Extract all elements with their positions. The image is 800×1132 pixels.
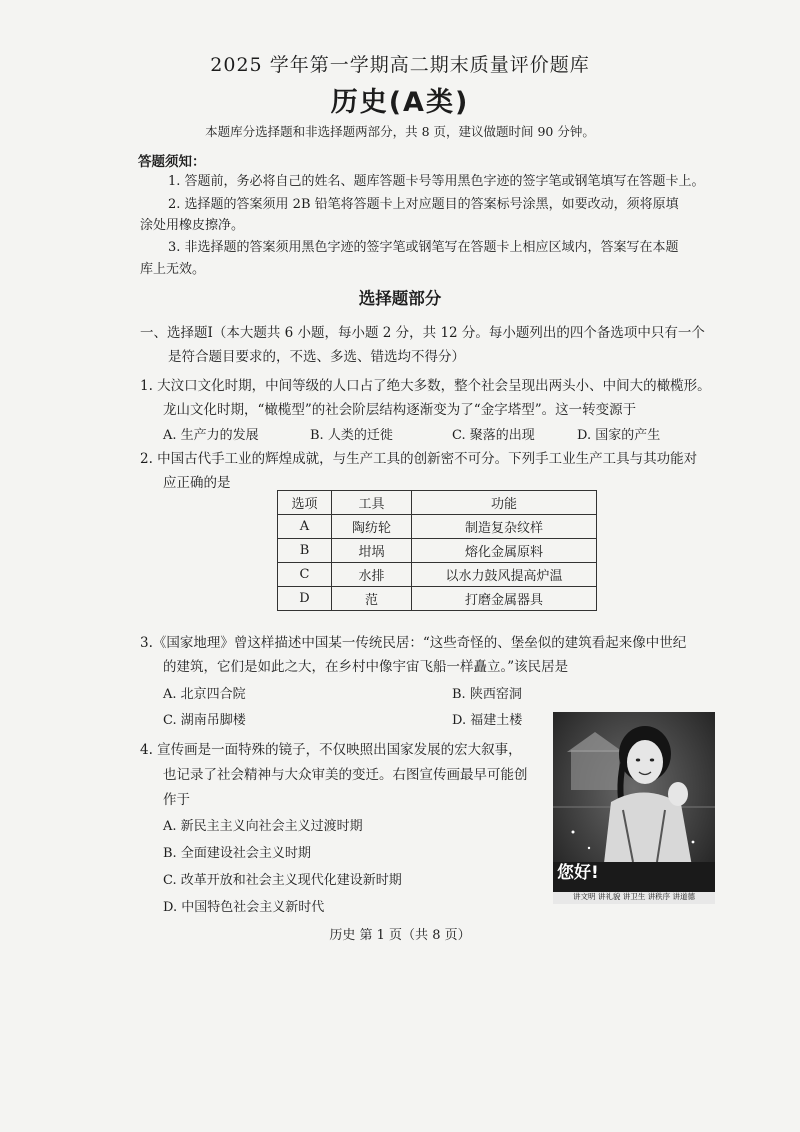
q4-option-a[interactable]: A. 新民主主义向社会主义过渡时期 [163, 819, 363, 834]
table-cell: C [278, 563, 332, 587]
table-header-cell: 工具 [332, 491, 412, 515]
table-cell: 坩埚 [332, 539, 412, 563]
poster-caption: 讲文明 讲礼貌 讲卫生 讲秩序 讲道德 [572, 892, 696, 901]
section-title: 选择题部分 [358, 289, 442, 308]
notice-item-2-line-1: 2. 选择题的答案须用 2B 铅笔将答题卡上对应题目的答案标号涂黑，如要改动，须将原填 [168, 197, 679, 212]
q1-option-d[interactable]: D. 国家的产生 [577, 428, 661, 443]
tools-table [277, 490, 597, 611]
table-row [278, 515, 597, 539]
q4-option-b[interactable]: B. 全面建设社会主义时期 [163, 846, 311, 861]
table-header-row [278, 491, 597, 515]
q1-stem-line-2: 龙山文化时期，“橄榄型”的社会阶层结构逐渐变为了“金字塔型”。这一转变源于 [163, 402, 637, 418]
notice-item-3-line-1: 3. 非选择题的答案须用黑色字迹的签字笔或钢笔写在答题卡上相应区域内，答案写在本题 [168, 240, 679, 255]
q3-stem-line-1: 3.《国家地理》曾这样描述中国某一传统民居：“这些奇怪的、堡垒似的建筑看起来像中世纪 [140, 635, 687, 651]
q2-stem-line-2: 应正确的是 [163, 475, 231, 491]
q3-option-b[interactable]: B. 陕西窑洞 [452, 687, 522, 702]
table-cell: 熔化金属原料 [412, 539, 597, 563]
q1-option-b[interactable]: B. 人类的迁徙 [310, 428, 393, 443]
q1-option-c[interactable]: C. 聚落的出现 [452, 428, 535, 443]
subject-title: 历史(A类) [330, 87, 470, 118]
q2-stem-line-1: 2. 中国古代手工业的辉煌成就，与生产工具的创新密不可分。下列手工业生产工具与其功能对 [140, 451, 698, 467]
table-cell: 打磨金属器具 [412, 587, 597, 611]
q4-option-d[interactable]: D. 中国特色社会主义新时代 [163, 900, 325, 915]
notice-item-1: 1. 答题前，务必将自己的姓名、题库答题卡号等用黑色字迹的签字笔或钢笔填写在答题卡上。 [168, 174, 705, 189]
q4-stem-line-2: 也记录了社会精神与大众审美的变迁。右图宣传画最早可能创 [163, 767, 528, 783]
table-cell: D [278, 587, 332, 611]
notice-title: 答题须知： [138, 154, 206, 170]
table-row [278, 539, 597, 563]
table-row [278, 587, 597, 611]
table-cell: 范 [332, 587, 412, 611]
table-header-cell: 功能 [412, 491, 597, 515]
q4-stem-line-1: 4. 宣传画是一面特殊的镜子，不仅映照出国家发展的宏大叙事， [140, 742, 522, 758]
q3-option-a[interactable]: A. 北京四合院 [163, 687, 246, 702]
table-row [278, 563, 597, 587]
table-cell: 陶纺轮 [332, 515, 412, 539]
table-cell: B [278, 539, 332, 563]
exam-title: 2025 学年第一学期高二期末质量评价题库 [210, 54, 590, 76]
notice-item-2-line-2: 涂处用橡皮擦净。 [140, 218, 245, 233]
q3-option-c[interactable]: C. 湖南吊脚楼 [163, 713, 246, 728]
exam-intro: 本题库分选择题和非选择题两部分，共 8 页，建议做题时间 90 分钟。 [205, 124, 595, 139]
part-instructions-line-1: 一、选择题Ⅰ（本大题共 6 小题，每小题 2 分，共 12 分。每小题列出的四个备选项中只有一个 [140, 325, 705, 341]
q1-stem-line-1: 1. 大汶口文化时期，中间等级的人口占了绝大多数，整个社会呈现出两头小、中间大的橄榄形。 [140, 378, 711, 394]
propaganda-poster-image [553, 712, 715, 904]
poster-greeting: 您好! [557, 863, 599, 883]
table-cell: 水排 [332, 563, 412, 587]
page-footer: 历史 第 1 页（共 8 页） [329, 928, 471, 943]
table-cell: 以水力鼓风提高炉温 [412, 563, 597, 587]
table-header-cell: 选项 [278, 491, 332, 515]
table-cell: A [278, 515, 332, 539]
table-cell: 制造复杂纹样 [412, 515, 597, 539]
q3-stem-line-2: 的建筑，它们是如此之大，在乡村中像宇宙飞船一样矗立。”该民居是 [163, 659, 569, 675]
q4-option-c[interactable]: C. 改革开放和社会主义现代化建设新时期 [163, 873, 402, 888]
part-instructions-line-2: 是符合题目要求的，不选、多选、错选均不得分） [168, 349, 465, 365]
q3-option-d[interactable]: D. 福建土楼 [452, 713, 523, 728]
q4-stem-line-3: 作于 [163, 792, 190, 808]
notice-item-3-line-2: 库上无效。 [140, 262, 206, 277]
q1-option-a[interactable]: A. 生产力的发展 [163, 428, 259, 443]
